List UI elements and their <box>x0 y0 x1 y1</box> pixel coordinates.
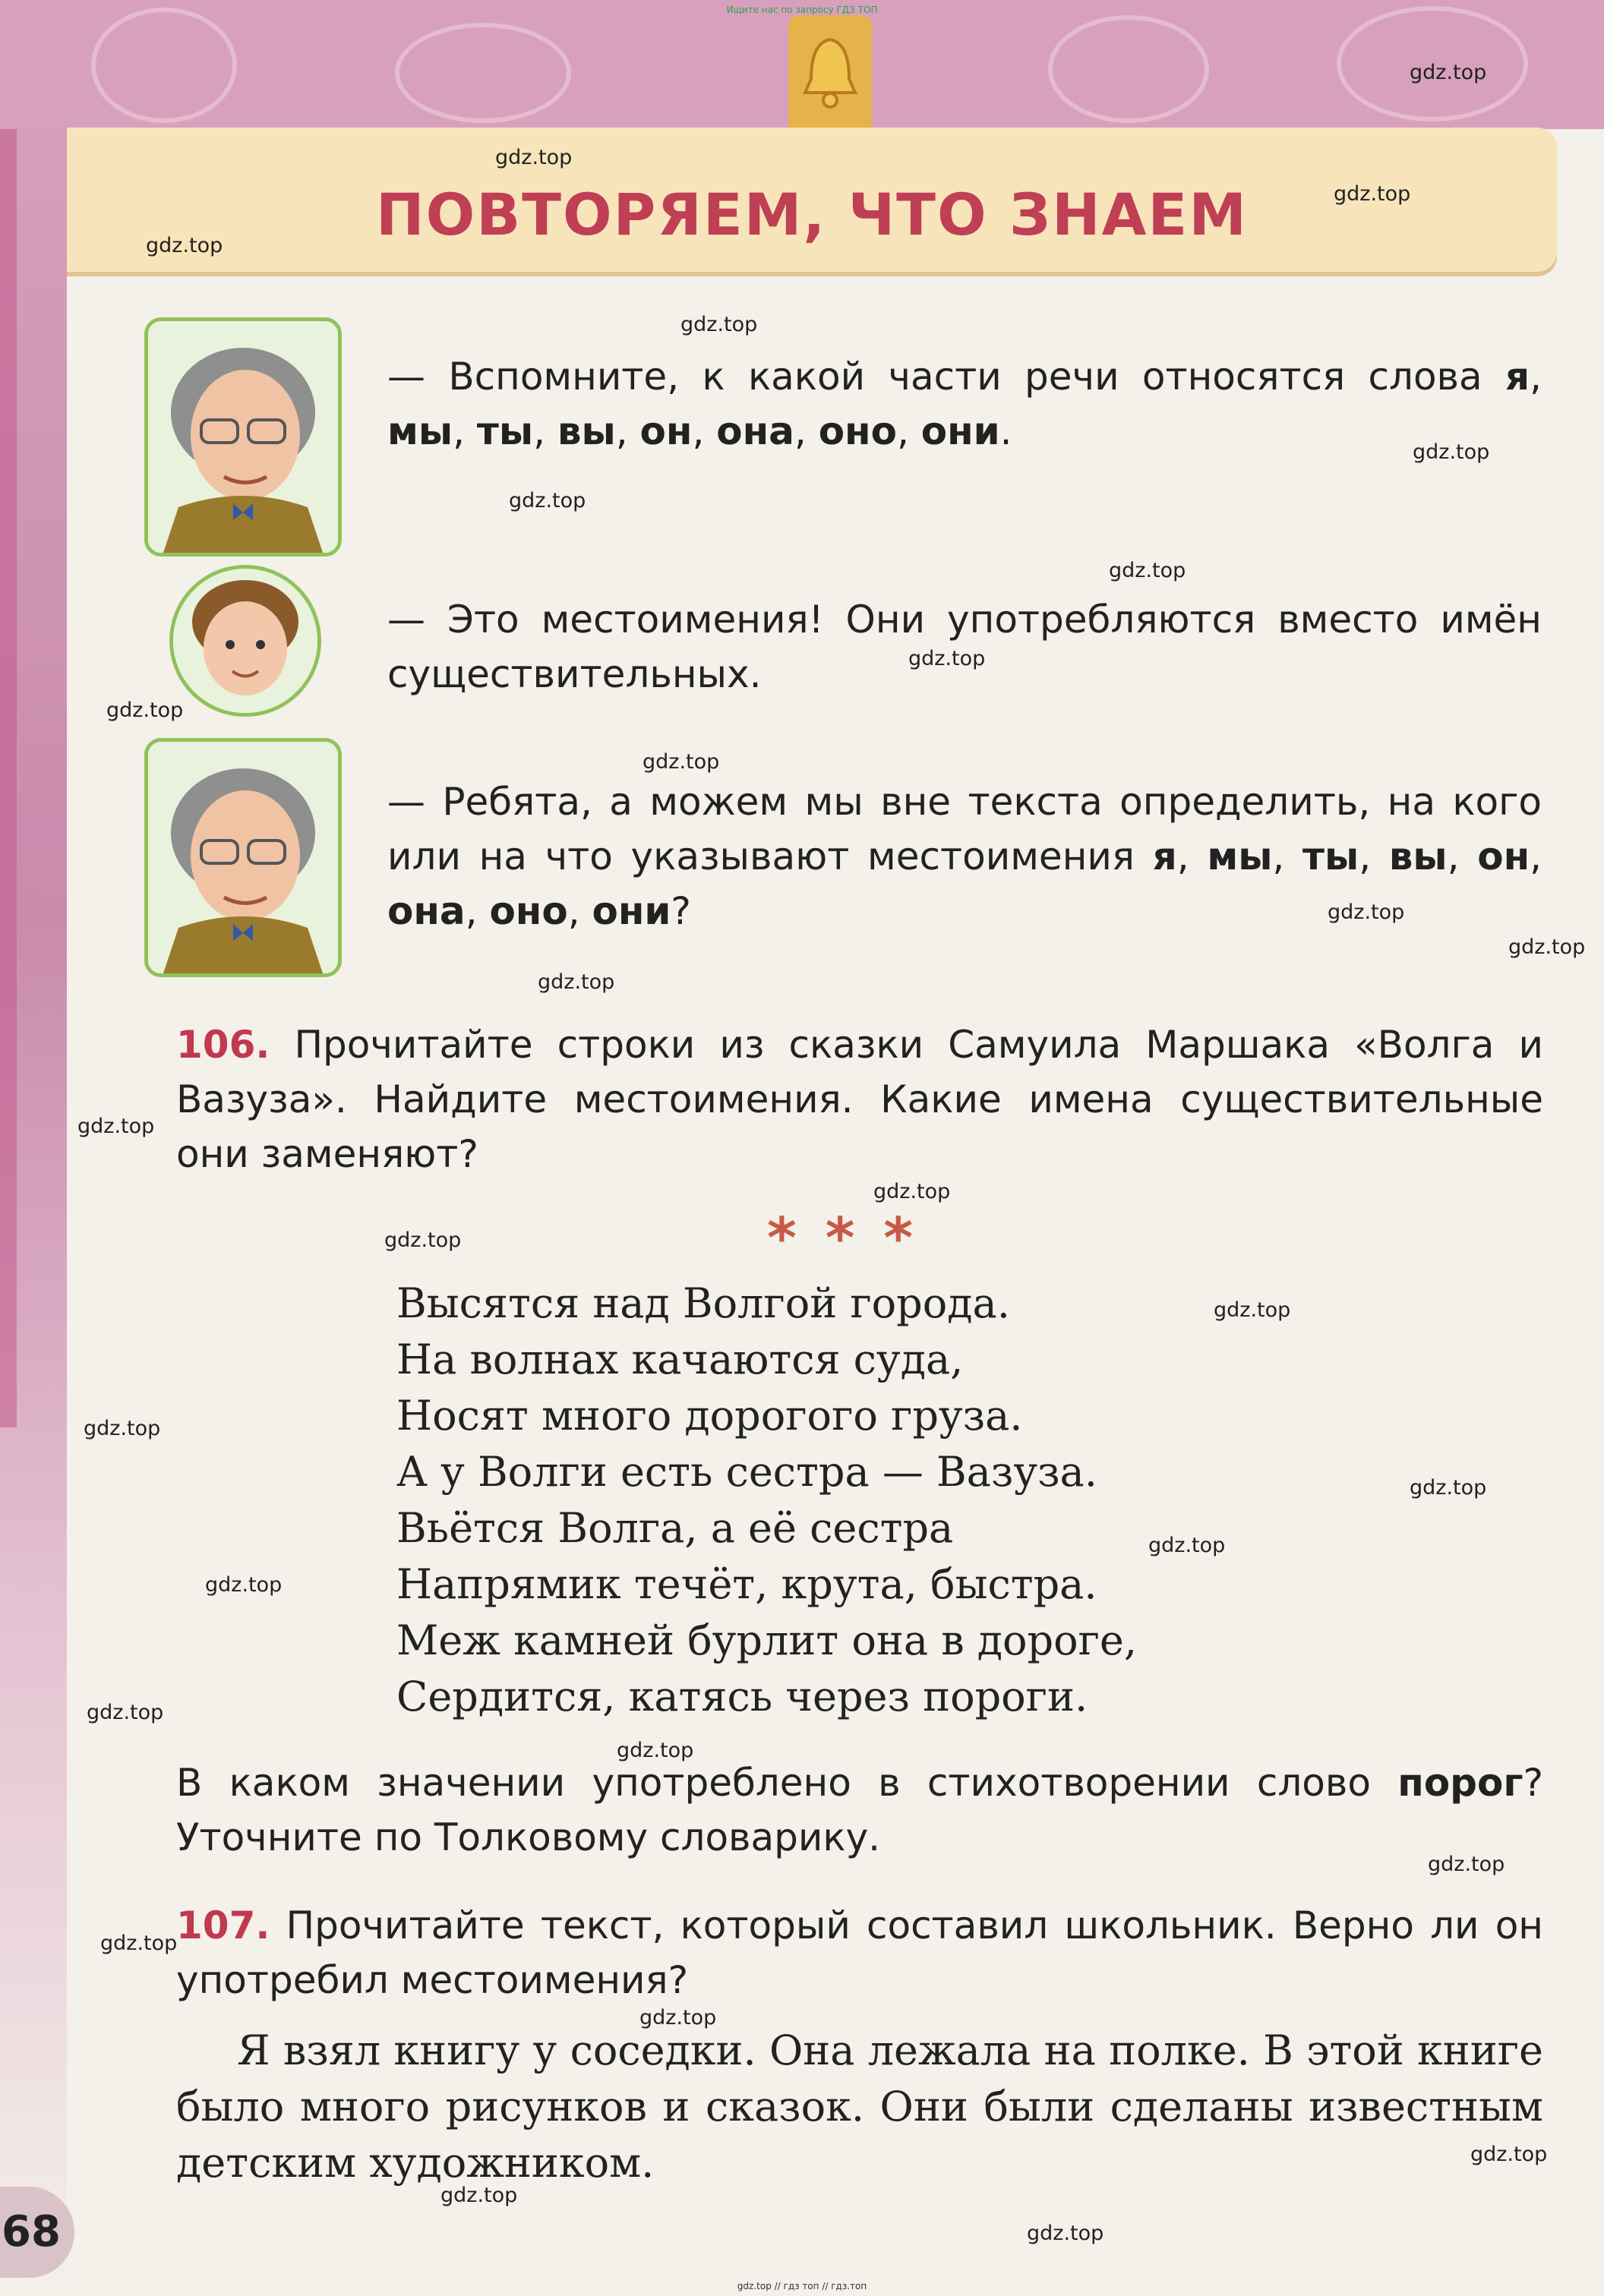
watermark: gdz.top <box>908 647 986 670</box>
dialog-text: , <box>567 889 592 933</box>
watermark: gdz.top <box>1148 1534 1226 1557</box>
page-title: ПОВТОРЯЕМ, ЧТО ЗНАЕМ <box>376 181 1248 248</box>
dialog-text: , <box>1359 834 1389 878</box>
dialog-text: , <box>533 409 557 453</box>
watermark: gdz.top <box>1027 2222 1104 2245</box>
teacher-portrait-icon <box>148 742 338 973</box>
student-avatar <box>169 565 321 717</box>
poem-line: Высятся над Волгой города. <box>396 1279 1010 1327</box>
left-decor-band <box>0 0 67 2296</box>
poem-line: Носят много дорогого груза. <box>396 1392 1023 1440</box>
dialog-text: — Это местоимения! Они употребляются вместо имён существительных. <box>387 598 1542 696</box>
bold-word: они <box>920 409 1000 453</box>
watermark: gdz.top <box>1470 2143 1548 2166</box>
watermark: gdz.top <box>1410 61 1487 84</box>
dialog-text: — Вспомните, к какой части речи относятся слова <box>387 355 1505 399</box>
watermark: gdz.top <box>509 489 586 512</box>
dialog-text: ? <box>671 889 691 933</box>
poem-line: Меж камней бурлит она в дороге, <box>396 1616 1138 1664</box>
bold-word: он <box>639 409 693 453</box>
watermark: gdz.top <box>495 146 573 169</box>
poem <box>396 1276 1137 1725</box>
teacher-avatar <box>144 317 342 557</box>
dialog-text: , <box>1176 834 1208 878</box>
watermark: gdz.top <box>639 2006 717 2030</box>
question-before: В каком значении употреблено в стихотворении слово <box>176 1761 1398 1805</box>
dialog-text: , <box>1447 834 1478 878</box>
decor-swirl <box>395 23 571 123</box>
decor-swirl <box>91 8 237 123</box>
watermark: gdz.top <box>205 1573 283 1597</box>
bold-word: мы <box>387 409 453 453</box>
poem-line: Сердится, катясь через пороги. <box>396 1673 1088 1720</box>
watermark: gdz.top <box>146 234 223 257</box>
watermark: gdz.top <box>1214 1298 1291 1322</box>
watermark: gdz.top <box>84 1417 161 1440</box>
watermark: gdz.top <box>1109 559 1186 582</box>
poem-line: Напрямик течёт, крута, быстра. <box>396 1560 1097 1608</box>
watermark: gdz.top <box>1328 900 1405 924</box>
dialog-text: , <box>465 889 490 933</box>
watermark: gdz.top <box>440 2184 518 2207</box>
left-decor-edge <box>0 0 17 1427</box>
bottom-link[interactable]: gdz.top // гдз топ // гдз.топ <box>737 2281 867 2291</box>
watermark: gdz.top <box>1508 935 1586 959</box>
watermark: gdz.top <box>1334 182 1411 206</box>
watermark: gdz.top <box>1410 1476 1487 1500</box>
poem-line: А у Волги есть сестра — Вазуза. <box>396 1448 1097 1496</box>
watermark: gdz.top <box>87 1701 164 1724</box>
bold-word: они <box>592 889 671 933</box>
story-text <box>176 2023 1543 2191</box>
dialog-text: , <box>453 409 477 453</box>
top-link[interactable]: Ищите нас по запросу ГДЗ ТОП <box>726 5 878 15</box>
decor-swirl <box>1048 15 1209 123</box>
bell-icon <box>788 15 872 137</box>
watermark: gdz.top <box>1428 1853 1505 1876</box>
question-after: ? Уточните по Толковому словарику. <box>176 1761 1543 1859</box>
dialog-text: . <box>999 409 1012 453</box>
page-number: 68 <box>0 2187 74 2278</box>
watermark: gdz.top <box>617 1739 694 1762</box>
dialog-text: , <box>692 409 717 453</box>
watermark: gdz.top <box>873 1180 951 1203</box>
dialog-teacher-1 <box>387 349 1542 459</box>
bold-word: оно <box>489 889 568 933</box>
question-bold-word: порог <box>1397 1761 1523 1805</box>
watermark: gdz.top <box>106 699 184 722</box>
task-text: Прочитайте строки из сказки Самуила Маршака «Волга и Вазуза». Найдите местоимения. Какие имена существительные они заменяют? <box>176 1023 1543 1176</box>
watermark: gdz.top <box>384 1228 462 1252</box>
bold-word: мы <box>1207 834 1273 878</box>
dialog-text: , <box>896 409 921 453</box>
teacher-avatar-2 <box>144 738 342 977</box>
question-paragraph <box>176 1755 1543 1865</box>
task-106 <box>176 1017 1543 1181</box>
story-body: Я взял книгу у соседки. Она лежала на полке. В этой книге было много рисунков и сказок. Они были сделаны известным детским художником. <box>176 2026 1543 2187</box>
bold-word: он <box>1477 834 1530 878</box>
bold-word: ты <box>1302 834 1359 878</box>
teacher-portrait-icon <box>148 321 338 553</box>
watermark: gdz.top <box>1413 440 1490 464</box>
dialog-text: , <box>794 409 819 453</box>
task-number: 106. <box>176 1023 270 1067</box>
bold-word: вы <box>557 409 616 453</box>
bold-word: она <box>716 409 794 453</box>
bold-word: я <box>1152 834 1177 878</box>
dialog-text: , <box>1530 355 1542 399</box>
watermark: gdz.top <box>643 750 720 774</box>
dialog-text: , <box>615 409 640 453</box>
bold-word: ты <box>476 409 534 453</box>
dialog-text: , <box>1272 834 1302 878</box>
task-number: 107. <box>176 1903 270 1948</box>
watermark: gdz.top <box>680 313 758 336</box>
task-107 <box>176 1898 1543 2007</box>
bold-word: она <box>387 889 466 933</box>
bold-word: оно <box>818 409 897 453</box>
watermark: gdz.top <box>538 970 615 994</box>
watermark: gdz.top <box>77 1115 155 1138</box>
watermark: gdz.top <box>100 1932 178 1955</box>
task-text: Прочитайте текст, который составил школьник. Верно ли он употребил местоимения? <box>176 1903 1543 2002</box>
dialog-text: — Ребята, а можем мы вне текста определить, на кого или на что указывают местоимения <box>387 780 1542 878</box>
poem-line: На волнах качаются суда, <box>396 1336 964 1383</box>
poem-stars: *** <box>767 1206 943 1271</box>
poem-line: Вьётся Волга, а её сестра <box>396 1504 954 1552</box>
bold-word: я <box>1505 355 1530 399</box>
dialog-text: , <box>1530 834 1542 878</box>
student-portrait-icon <box>173 569 317 713</box>
bold-word: вы <box>1388 834 1448 878</box>
